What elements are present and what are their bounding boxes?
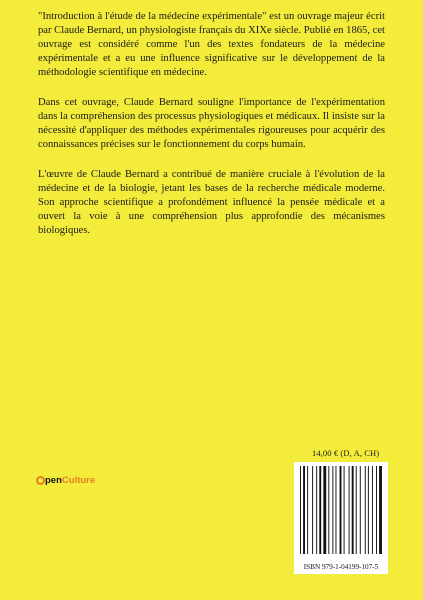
blurb: [38, 10, 385, 254]
blurb-paragraph-1: "Introduction à l'étude de la médecine expérimentale" est un ouvrage majeur écrit par Claude Bernard, un physiologiste français du XIXe siècle. Publié en 1865, cet ouvrage est considéré comme l'un des textes fondateurs de la médecine expérimentale et a eu une influence significative sur le développement de la méthodologie scientifique en médecine.: [38, 11, 385, 78]
barcode-panel: [294, 462, 388, 574]
blurb-paragraph-2: Dans cet ouvrage, Claude Bernard souligne l'importance de l'expérimentation dans la compréhension des processus physiologiques et médicaux. Il insiste sur la nécessité d'appliquer des méthodes expérimentales rigoureuses pour acquérir des connaissances précises sur le fonctionnement du corps humain.: [38, 97, 385, 150]
barcode-icon: [298, 466, 384, 560]
logo-text-part2: Culture: [61, 474, 96, 486]
price-label: 14,00 € (D, A, CH): [312, 448, 380, 458]
publisher-logo-icon: [36, 472, 106, 488]
blurb-paragraph-3: L'œuvre de Claude Bernard a contribué de manière cruciale à l'évolution de la médecine et de la biologie, jetant les bases de la recherche médicale moderne. Son approche scientifique a profondément influencé la pensée médicale et a ouvert la voie à une compréhension plus approfondie des mécanismes biologiques.: [38, 169, 385, 236]
logo-o-ring-icon: [36, 476, 45, 485]
logo-text-part1: pen: [45, 474, 62, 486]
isbn-label: ISBN 979-1-04199-107-5: [303, 563, 379, 571]
